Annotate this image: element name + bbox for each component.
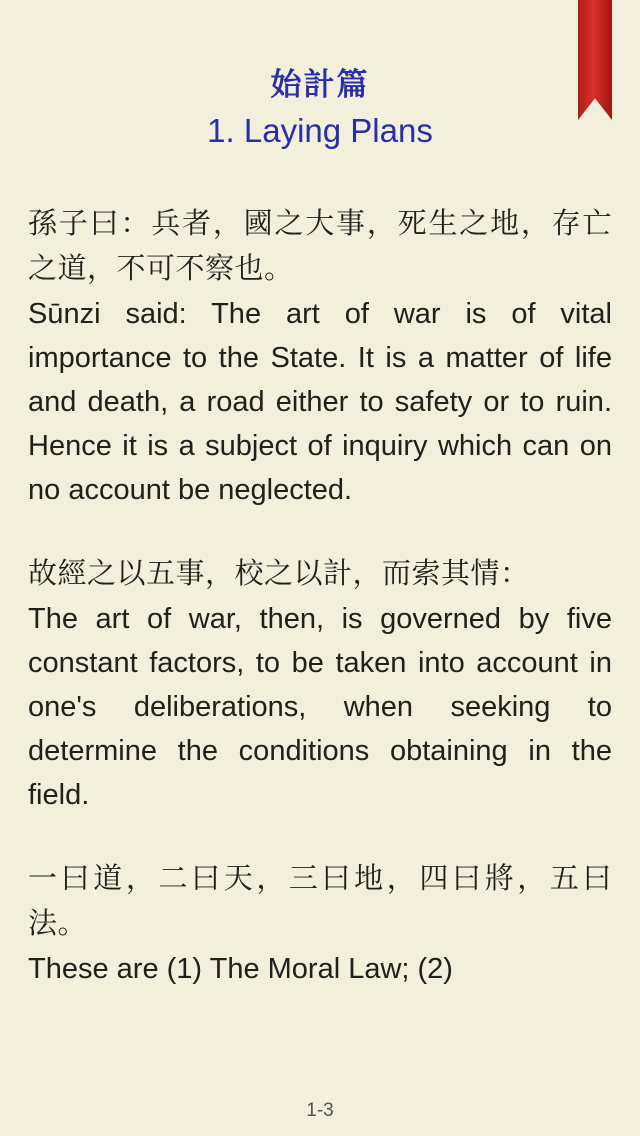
paragraph-2-english: The art of war, then, is governed by five constant factors, to be taken into account in one's deliberations, when seeking to determine the conditions obtaining in the field. [28,603,612,811]
chapter-title-chinese: 始計篇 [270,67,370,102]
paragraph-3-english: These are (1) The Moral Law; (2) [28,953,453,985]
chapter-title-block [28,62,612,154]
paragraph-2-chinese: 故經之以五事，校之以計，而索其情： [28,558,530,590]
paragraph-1 [28,202,612,512]
chapter-body [28,202,612,991]
paragraph-1-english: Sūnzi said: The art of war is of vital importance to the State. It is a matter of life and death, a road either to safety or to ruin. Hence it is a subject of inquiry which can on no account be neglected. [28,298,612,506]
paragraph-3 [28,857,612,991]
page-number: 1-3 [306,1100,334,1121]
paragraph-1-chinese: 孫子曰：兵者，國之大事，死生之地，存亡之道，不可不察也。 [28,208,612,285]
paragraph-2 [28,552,612,817]
paragraph-3-chinese: 一曰道，二曰天，三曰地，四曰將，五曰法。 [28,863,612,940]
chapter-title-english: 1. Laying Plans [207,112,433,149]
